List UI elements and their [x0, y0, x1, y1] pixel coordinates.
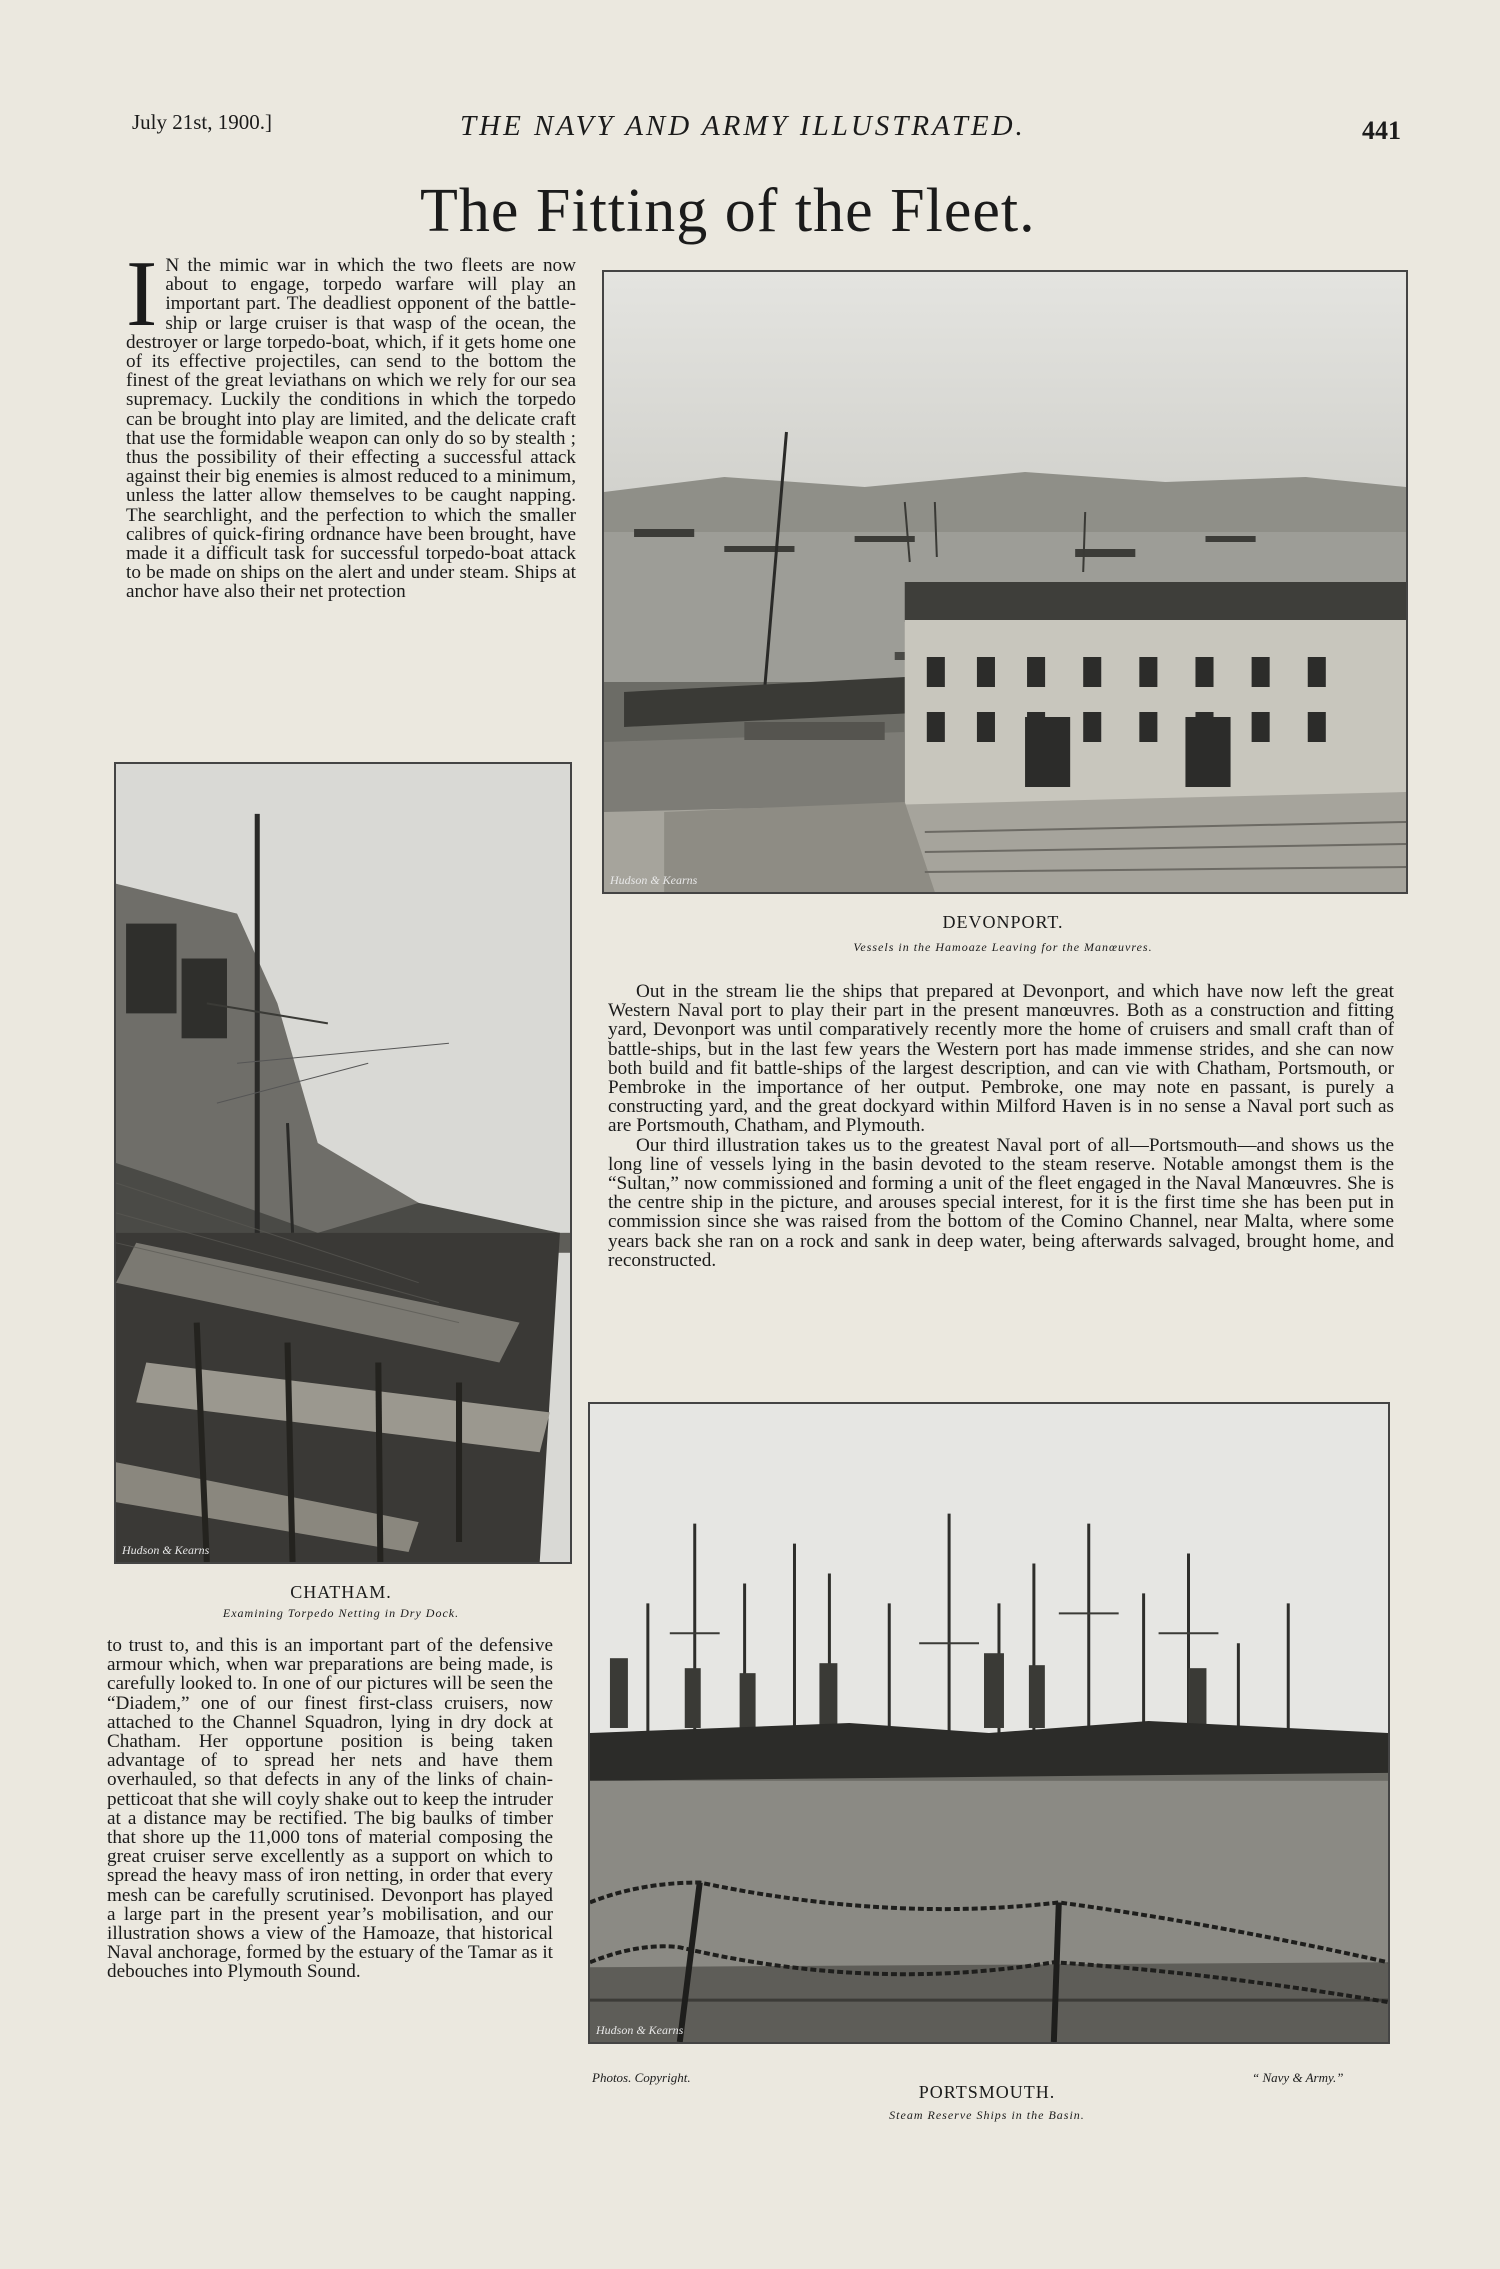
portsmouth-caption-subtitle: Steam Reserve Ships in the Basin.: [889, 2108, 1085, 2122]
devonport-photo-image: [604, 272, 1406, 892]
portsmouth-photo-image: [590, 1404, 1388, 2042]
chatham-caption-subtitle: Examining Torpedo Netting in Dry Dock.: [222, 1606, 460, 1620]
navy-army-credit: “ Navy & Army.”: [1252, 2070, 1344, 2085]
portsmouth-caption-title: PORTSMOUTH.: [918, 2082, 1056, 2102]
chatham-photo-image: [116, 764, 570, 1562]
article-paragraph-4: Our third illustration takes us to the greatest Naval port of all—Portsmouth—and shows us the long line of vessels lying in the basin devoted to the steam reserve. Notable amongst them is the “Sultan,” now commissioned and forming a unit of the fleet engaged in the Naval Manœuvres. She is the centre ship in the picture, and arouses special interest, for it is the first time she has been put in commission since she was raised from the bottom of the Comino Channel, near Malta, where some years back she ran on a rock and sank in deep water, being afterwards salvaged, brought home, and reconstructed.: [608, 1134, 1394, 1271]
drop-cap: I: [126, 242, 158, 346]
devonport-photo-credit: Hudson & Kearns: [610, 873, 698, 887]
article-paragraph-3: Out in the stream lie the ships that prepared at Devonport, and which have now left the great Western Naval port to play their part in the present manœuvres. Both as a construction and fitting yard, Devonport was until comparatively recently more the home of cruisers and small craft than of battle-ships, but in the last few years the Western port has made immense strides, and she can now both build and fit battle-ships of the largest description, and can vie with Chatham, Portsmouth, or Pembroke in the importance of her output. Pembroke, one may note en passant, is purely a constructing yard, and the great dockyard within Milford Haven is in no sense a Naval port such as are Portsmouth, Chatham, and Plymouth.: [608, 981, 1394, 1137]
article-paragraph-1: N the mimic war in which the two fleets are now about to engage, torpedo warfare will play an important part. The deadliest opponent of the battle-ship or large cruiser is that wasp of the ocean, the destroyer or large torpedo-boat, which, if it gets home one of its effective projectiles, can send to the bottom the finest of the great leviathans on which we rely for our sea supremacy. Luckily the conditions in which the torpedo can be brought into play are limited, and the delicate craft that use the formidable weapon can only do so by stealth ; thus the possibility of their effecting a successful attack against their big enemies is almost reduced to a minimum, unless the latter allow themselves to be caught napping. The searchlight, and the perfection to which the smaller calibres of quick-firing ordnance have been brought, have made it a difficult task for successful torpedo-boat attack to be made on ships on the alert and under steam. Ships at anchor have also their net protection: [126, 255, 576, 603]
issue-date: July 21st, 1900.]: [132, 110, 273, 134]
chatham-photo-credit: Hudson & Kearns: [122, 1543, 210, 1557]
devonport-caption-subtitle: Vessels in the Hamoaze Leaving for the Manœuvres.: [853, 940, 1153, 954]
article-title: The Fitting of the Fleet.: [420, 177, 1036, 245]
portsmouth-photo: [588, 1402, 1390, 2044]
publication-title: THE NAVY AND ARMY ILLUSTRATED.: [460, 110, 1026, 142]
portsmouth-photo-credit: Hudson & Kearns: [596, 2023, 684, 2037]
article-column-right: [608, 982, 1394, 1270]
page-number: 441: [1362, 116, 1401, 145]
chatham-photo: [114, 762, 572, 1564]
article-paragraph-2: to trust to, and this is an important part of the defensive armour which, when war preparations are being made, is carefully looked to. In one of our pictures will be seen the “Diadem,” one of our finest first-class cruisers, now attached to the Channel Squadron, lying in dry dock at Chatham. Her opportune position is being taken advantage of to spread her nets and have them overhauled, so that defects in any of the links of chain-petticoat that she will coyly shake out to keep the intruder at a distance may be rectified. The big baulks of timber that shore up the 11,000 tons of material composing the great cruiser serve excellently as a support on which to spread the heavy mass of iron netting, in order that every mesh can be carefully scrutinised. Devonport has played a large part in the present year’s mobilisation, and our illustration shows a view of the Hamoaze, that historical Naval anchorage, formed by the estuary of the Tamar as it debouches into Plymouth Sound.: [107, 1635, 553, 1983]
devonport-photo: [602, 270, 1408, 894]
article-column-left-top: [126, 242, 576, 603]
photos-copyright: Photos. Copyright.: [592, 2070, 691, 2085]
devonport-caption-title: DEVONPORT.: [942, 912, 1064, 932]
article-column-left-bottom: [107, 1636, 553, 1982]
chatham-caption-title: CHATHAM.: [290, 1582, 392, 1602]
